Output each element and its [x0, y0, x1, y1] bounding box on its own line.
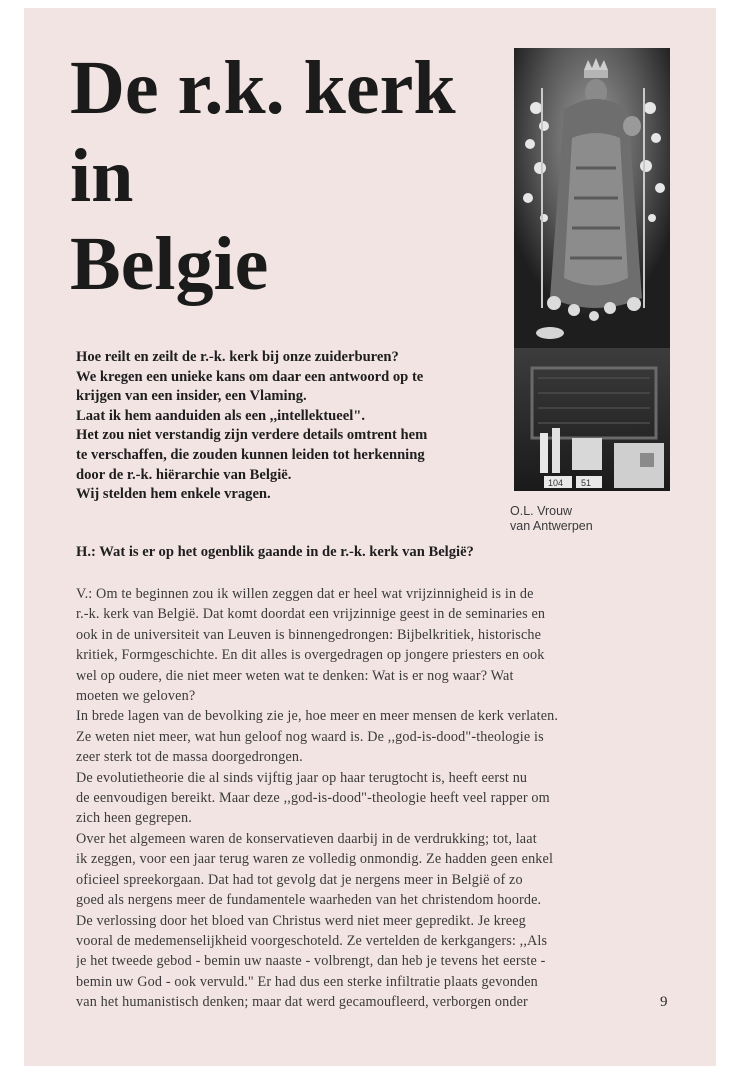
- body-line: In brede lagen van de bevolking zie je, hoe meer en meer mensen de kerk verlaten.: [76, 708, 559, 725]
- intro-line: door de r.-k. hiërarchie van België.: [76, 466, 292, 483]
- body-line: ik zeggen, voor een jaar terug waren ze volledig onmondig. Ze hadden geen enkel: [76, 851, 554, 868]
- caption-line-1: O.L. Vrouw: [510, 504, 573, 518]
- body-line: Over het algemeen waren de konservatieven daarbij in de verdrukking; tot, laat: [76, 830, 537, 847]
- intro-line: Laat ik hem aanduiden als een ,,intellektueel".: [76, 407, 366, 424]
- intro-line: Hoe reilt en zeilt de r.-k. kerk bij onze zuiderburen?: [76, 349, 399, 365]
- intro-line: te verschaffen, die zouden kunnen leiden tot herkenning: [76, 446, 425, 463]
- body-line: goed als nergens meer de fundamentele waarheden van het christendom hoorde.: [76, 892, 542, 909]
- body-line: De verlossing door het bloed van Christus werd niet meer gepredikt. Je kreeg: [76, 912, 526, 929]
- body-line: de eenvoudigen bereikt. Maar deze ,,god-is-dood"-theologie heeft veel rapper om: [76, 790, 550, 807]
- body-line: Ze weten niet meer, wat hun geloof nog waard is. De ,,god-is-dood"-theologie is: [76, 728, 544, 745]
- page-number: 9: [660, 994, 668, 1010]
- body-line: zeer sterk tot de massa doorgedrongen.: [76, 749, 303, 766]
- caption-line-2: van Antwerpen: [510, 519, 593, 533]
- title-line-3: Belgie: [70, 222, 269, 306]
- article-title: [70, 44, 490, 308]
- body-line: V.: Om te beginnen zou ik willen zeggen dat er heel wat vrijzinnigheid is in de: [76, 586, 534, 602]
- body-line: bemin uw God - ook vervuld." Er had dus een sterke infiltratie plaats gevonden: [76, 973, 538, 990]
- body-line: van het humanistisch denken; maar dat werd gecamoufleerd, verborgen onder: [76, 994, 528, 1011]
- body-line: zich heen gegrepen.: [76, 810, 192, 827]
- body-line: oficieel spreekorgaan. Dat had tot gevolg dat je nergens meer in België of zo: [76, 871, 523, 888]
- body-line: kritiek, Formgeschichte. En dit alles is overgedragen op jongere priesters en ook: [76, 647, 545, 664]
- photo-label-right: 51: [581, 478, 592, 488]
- photo-label-left: 104: [548, 478, 564, 488]
- intro-line: Wij stelden hem enkele vragen.: [76, 486, 271, 503]
- body-line: vooral de medemenselijkheid voorgeschoteld. Ze vertelden de kerkgangers: ,,Als: [76, 932, 548, 949]
- photo-caption: [510, 504, 680, 534]
- body-line: ook in de universiteit van Leuven is binnengedrongen: Bijbelkritiek, historische: [76, 626, 542, 643]
- photo-illustration: [514, 48, 670, 491]
- intro-line: We kregen een unieke kans om daar een antwoord op te: [76, 368, 424, 385]
- interview-question: H.: Wat is er op het ogenblik gaande in de r.-k. kerk van België?: [76, 544, 474, 560]
- intro-line: Het zou niet verstandig zijn verdere details omtrent hem: [76, 427, 428, 444]
- body-line: wel op oudere, die niet meer weten wat te denken: Wat is er nog waar? Wat: [76, 667, 514, 684]
- interview-answer: [76, 584, 676, 1013]
- body-line: r.-k. kerk van België. Dat komt doordat een vrijzinnige geest in de seminaries en: [76, 606, 546, 623]
- title-line-2: in: [70, 134, 134, 218]
- body-line: De evolutietheorie die al sinds vijftig jaar op haar terugtocht is, heeft eerst nu: [76, 769, 528, 786]
- page: [24, 8, 716, 1066]
- body-line: moeten we geloven?: [76, 688, 196, 705]
- title-line-1: De r.k. kerk: [70, 46, 456, 130]
- intro-paragraph: [76, 348, 506, 505]
- photo-our-lady-antwerp: [514, 48, 670, 491]
- body-line: je het tweede gebod - bemin uw naaste - volbrengt, dan heb je tevens het eerste -: [76, 953, 546, 970]
- intro-line: krijgen van een insider, een Vlaming.: [76, 388, 307, 405]
